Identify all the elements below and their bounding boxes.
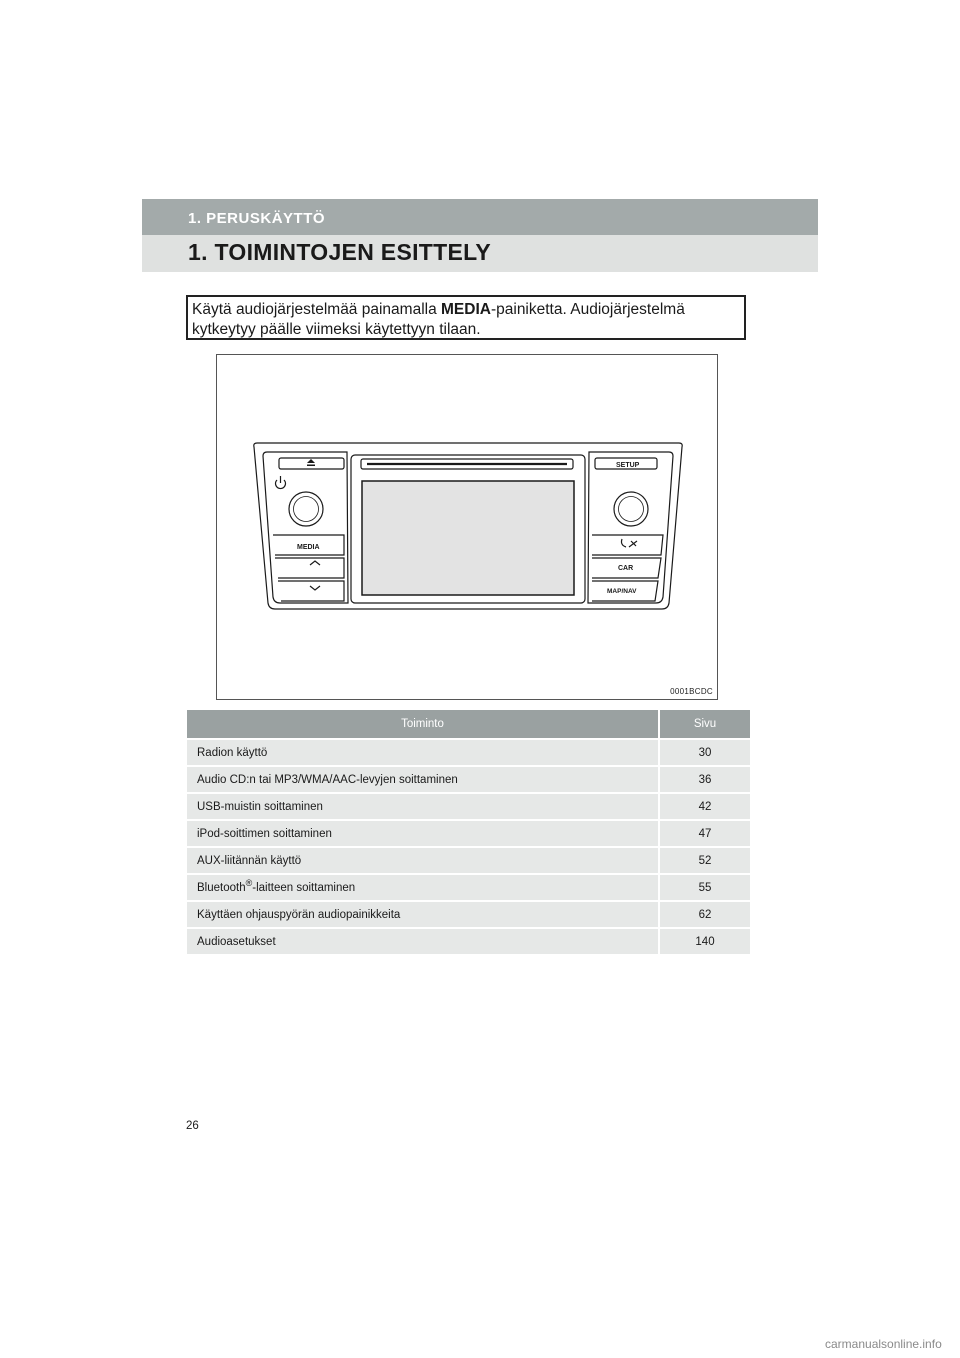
- table-row: [187, 820, 750, 847]
- intro-text-after: -painiketta. Audiojärjestelmä kytkeytyy päälle viimeksi käytettyyn tilaan.: [192, 301, 685, 338]
- row-page: 30: [659, 739, 750, 766]
- table-row: [187, 739, 750, 766]
- header-function: Toiminto: [187, 710, 659, 739]
- table-row: [187, 793, 750, 820]
- row-page: 47: [659, 820, 750, 847]
- table-row: [187, 847, 750, 874]
- row-label: Käyttäen ohjauspyörän audiopainikkeita: [187, 901, 659, 928]
- row-page: 55: [659, 874, 750, 901]
- table-row: [187, 766, 750, 793]
- table-header-row: [187, 710, 750, 739]
- map-nav-label: MAP/NAV: [607, 588, 637, 595]
- row-label: USB-muistin soittaminen: [187, 793, 659, 820]
- header-page: Sivu: [659, 710, 750, 739]
- left-panel: [263, 452, 348, 603]
- row-label: AUX-liitännän käyttö: [187, 847, 659, 874]
- section-header-bar: [142, 199, 818, 235]
- row-page: 140: [659, 928, 750, 954]
- seek-down-button: [278, 581, 344, 601]
- row-page: 62: [659, 901, 750, 928]
- page-number: 26: [186, 1120, 199, 1132]
- row-label-pre: Bluetooth: [197, 881, 246, 894]
- car-label: CAR: [618, 565, 634, 572]
- display-screen: [362, 481, 574, 595]
- row-label: iPod-soittimen soittaminen: [187, 820, 659, 847]
- section-label: 1. PERUSKÄYTTÖ: [188, 210, 326, 227]
- row-label-post: -laitteen soittaminen: [252, 881, 356, 894]
- page-title: 1. TOIMINTOJEN ESITTELY: [188, 239, 491, 265]
- row-label: Radion käyttö: [187, 739, 659, 766]
- chevron-down-icon: [310, 586, 320, 590]
- intro-text-box: [186, 295, 746, 340]
- intro-text-before: Käytä audiojärjestelmää painamalla: [192, 301, 442, 318]
- registered-mark: ®: [245, 877, 253, 888]
- row-label: Audio CD:n tai MP3/WMA/AAC-levyjen soittaminen: [187, 766, 659, 793]
- eject-icon: [307, 459, 315, 466]
- volume-knob: [289, 492, 323, 526]
- audio-unit-illustration: [217, 355, 719, 701]
- phone-button: [592, 535, 663, 555]
- function-table: [187, 710, 750, 954]
- table-row: [187, 874, 750, 901]
- row-page: 36: [659, 766, 750, 793]
- watermark: carmanualsonline.info: [825, 1337, 942, 1351]
- row-page: 42: [659, 793, 750, 820]
- seek-up-button: [275, 558, 344, 578]
- table-row: [187, 928, 750, 954]
- media-label: MEDIA: [297, 544, 320, 551]
- phone-icon: [622, 539, 638, 547]
- row-label: [187, 874, 659, 901]
- power-icon: [276, 476, 286, 489]
- audio-unit-figure: [216, 354, 718, 700]
- row-page: 52: [659, 847, 750, 874]
- figure-code: 0001BCDC: [670, 687, 713, 696]
- table-row: [187, 901, 750, 928]
- row-label: Audioasetukset: [187, 928, 659, 954]
- chevron-up-icon: [310, 561, 320, 565]
- right-panel: [588, 452, 673, 603]
- title-bar: [142, 235, 818, 272]
- tune-knob: [614, 492, 648, 526]
- intro-media-term: MEDIA: [441, 301, 491, 318]
- setup-label: SETUP: [616, 462, 640, 469]
